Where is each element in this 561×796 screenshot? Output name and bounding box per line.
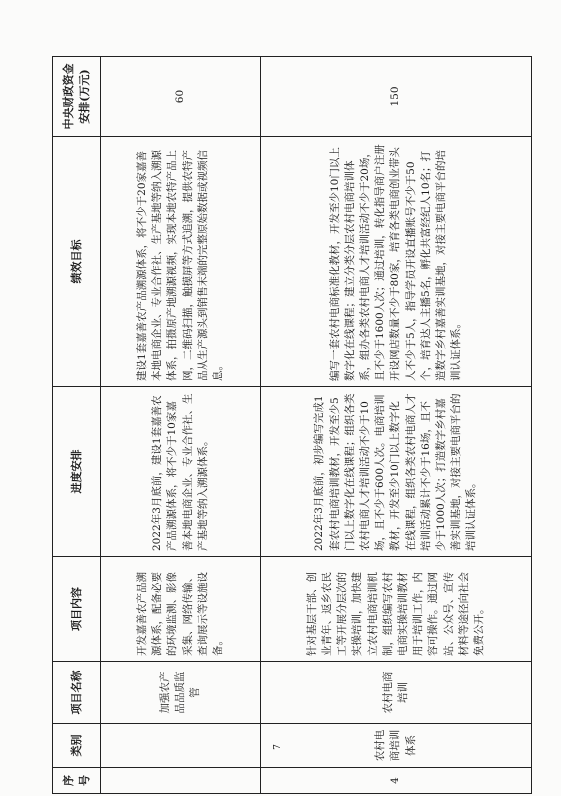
header-category: 类别 <box>53 724 101 768</box>
header-goal: 绩效目标 <box>53 137 101 387</box>
header-index: 序号 <box>53 768 101 794</box>
page-number: 7 <box>273 744 283 750</box>
row-schedule: 2022年3月底前，初步编写完成1套农村电商培训教材，开发至少5门以上数字化在线课程；组织各类农村电商人才培训活动不少于10场，且不少于600人次。电商培训教材，开发至少10门以上数字化在线课程，组织各类农村电商人才培训活动累计不少于16场，且不少于1000人次；打造数字乡村嘉善实训基地，对接主要电商平台的培训认证体系。 <box>261 387 532 557</box>
row-index: 4 <box>261 768 532 794</box>
table-row <box>261 57 532 794</box>
header-schedule: 进度安排 <box>53 387 101 557</box>
row-name: 农村电商培训 <box>261 662 532 724</box>
header-funds: 中央财政资金安排(万元) <box>53 57 101 137</box>
project-table <box>52 56 532 794</box>
row-content: 开发嘉善农产品溯源体系，配备必要的环境监测、影像采集、网络传输、查询展示等设施设备。 <box>101 557 261 662</box>
row-schedule: 2022年3月底前，建设1套嘉善农产品溯源体系，将不少于10家嘉善本地电商企业、专业合作社、生产基地等纳入溯源体系。 <box>101 387 261 557</box>
row-name: 加强农产品品质监管 <box>101 662 261 724</box>
table-header-row <box>53 57 101 794</box>
header-name: 项目名称 <box>53 662 101 724</box>
row-goal: 建设1套嘉善农产品溯源体系，将不少于20家嘉善本地电商企业、专业合作社、生产基地等纳入溯源体系，拍摄原产地溯源视频，实现本地农特产品上网，二维码扫描，触摸屏等方式追溯，提供农特产品从生产源头到销售末端的完整原始数据或视频信息。 <box>101 137 261 387</box>
table-row <box>101 57 261 794</box>
row-index <box>101 768 261 794</box>
row-content: 针对基层干部、创业青年、返乡农民工等开展分层次的实操培训，加快建立农村电商培训机制，组织编写农村电商实操培训教材用于培训工作，内容可操作。通过网站、公众号、宣传材料等途径向社会免费公开。 <box>261 557 532 662</box>
header-content: 项目内容 <box>53 557 101 662</box>
row-funds: 60 <box>101 57 261 137</box>
row-funds: 150 <box>261 57 532 137</box>
row-goal: 编写一套农村电商标准化教材，开发至少10门以上数字化在线课程；建立分类分层农村电商培训体系，组办各类农村电商人才培训活动不少于20场，且不少于1600人次；通过培训，转化指导商户注册开设网店数量不少于80家，培育各类电商创业带头人不少于5人，指导学员开设直播账号不少于50个，培育达人主播5名，孵化共富经纪人10名；打造数字乡村嘉善实训基地，对接主要电商平台的培训认证体系。 <box>261 137 532 387</box>
rotated-table-wrapper <box>52 57 531 794</box>
row-category <box>101 724 261 768</box>
row-category: 农村电商培训体系 <box>261 724 532 768</box>
